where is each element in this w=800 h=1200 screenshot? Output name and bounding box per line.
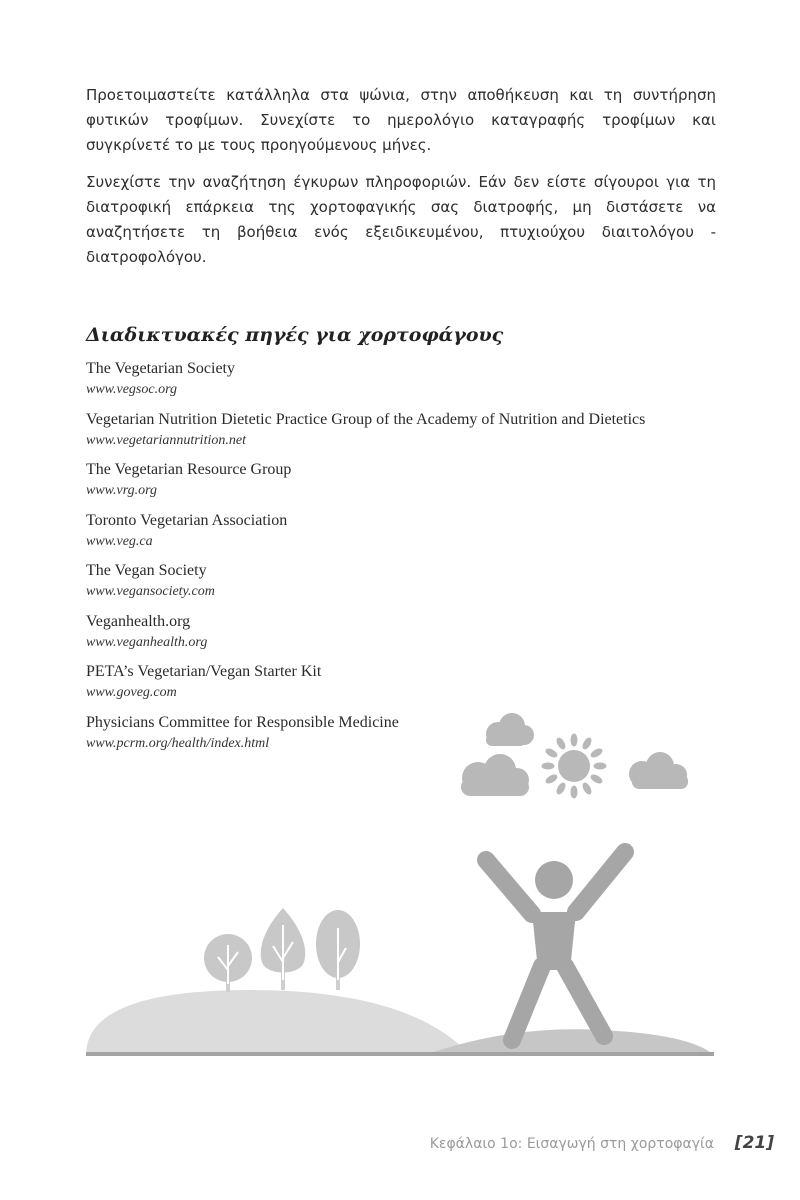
ground-line (86, 1052, 714, 1056)
hills (86, 990, 714, 1056)
left-cloud-icon (461, 754, 529, 796)
page-number: [21] (734, 1133, 774, 1153)
right-hill (425, 1029, 714, 1055)
resources-heading: Διαδικτυακές πηγές για χορτοφάγους (86, 324, 504, 346)
resource-name: The Vegetarian Resource Group (86, 461, 292, 478)
resource-url[interactable]: www.goveg.com (86, 685, 177, 700)
resource-item (86, 409, 726, 460)
sun-ray (544, 747, 559, 760)
intro-paragraph-information: Συνεχίστε την αναζήτηση έγκυρων πληροφοριών. Εάν δεν είστε σίγουροι για τη διατροφική επάρκεια της χορτοφαγικής σας διατροφής, μη διστάσετε να αναζητήσετε τη βοήθεια ενός εξειδικευμένου, πτυχιούχου διαιτολόγου - διατροφολόγου. (86, 173, 716, 266)
resource-name: The Vegan Society (86, 562, 207, 579)
resource-url[interactable]: www.vegetariannutrition.net (86, 432, 246, 448)
left-hill (86, 990, 470, 1055)
resource-url[interactable]: www.vegansociety.com (86, 584, 215, 599)
oval-tree-icon (316, 910, 360, 990)
resource-url[interactable]: www.veganhealth.org (86, 634, 208, 650)
sun-ray (594, 763, 607, 770)
sun-ray (571, 734, 578, 747)
resource-name: Vegetarian Nutrition Dietetic Practice Group of the Academy of Nutrition and Dietetics (86, 410, 646, 428)
resource-item (86, 510, 726, 561)
right-cloud-icon (629, 752, 688, 789)
resource-name: Toronto Vegetarian Association (86, 511, 288, 529)
resource-item (86, 560, 726, 611)
resource-url[interactable]: www.vegsoc.org (86, 382, 177, 397)
sun-ray (555, 736, 568, 751)
sun-ray (589, 773, 604, 786)
resource-item (86, 358, 726, 409)
resource-item (86, 459, 726, 510)
sun-ray (581, 736, 594, 751)
small-cloud-icon (486, 713, 534, 746)
resource-name: Veganhealth.org (86, 612, 191, 630)
sun-ray (571, 786, 578, 799)
resource-name: PETA’s Vegetarian/Vegan Starter Kit (86, 663, 322, 680)
sun-ray (555, 781, 568, 796)
resource-item (86, 611, 726, 662)
sun-ray (589, 747, 604, 760)
sun-ray (542, 763, 555, 770)
resource-url[interactable]: www.vrg.org (86, 483, 158, 498)
pointed-tree-icon (261, 908, 306, 990)
chapter-footer: Κεφάλαιο 1ο: Εισαγωγή στη χορτοφαγία (429, 1136, 714, 1152)
sun-ray (544, 773, 559, 786)
round-tree-icon (204, 934, 252, 992)
resource-name: The Vegetarian Society (86, 360, 235, 377)
resource-url[interactable]: www.pcrm.org/health/index.html (86, 735, 270, 751)
joyful-person-landscape-illustration (80, 700, 720, 1060)
intro-paragraph-shopping: Προετοιμαστείτε κατάλληλα στα ψώνια, στην αποθήκευση και τη συντήρηση φυτικών τροφίμων. Συνεχίστε το ημερολόγιο καταγραφής τροφίμων και συγκρίνετέ το με τους προηγούμενους μήνες. (86, 86, 716, 154)
sun-icon (542, 734, 607, 799)
resource-name: Physicians Committee for Responsible Medicine (86, 713, 399, 731)
sun-ray (581, 781, 594, 796)
person-arms-raised-icon (486, 852, 625, 1040)
resource-url[interactable]: www.veg.ca (86, 533, 153, 549)
